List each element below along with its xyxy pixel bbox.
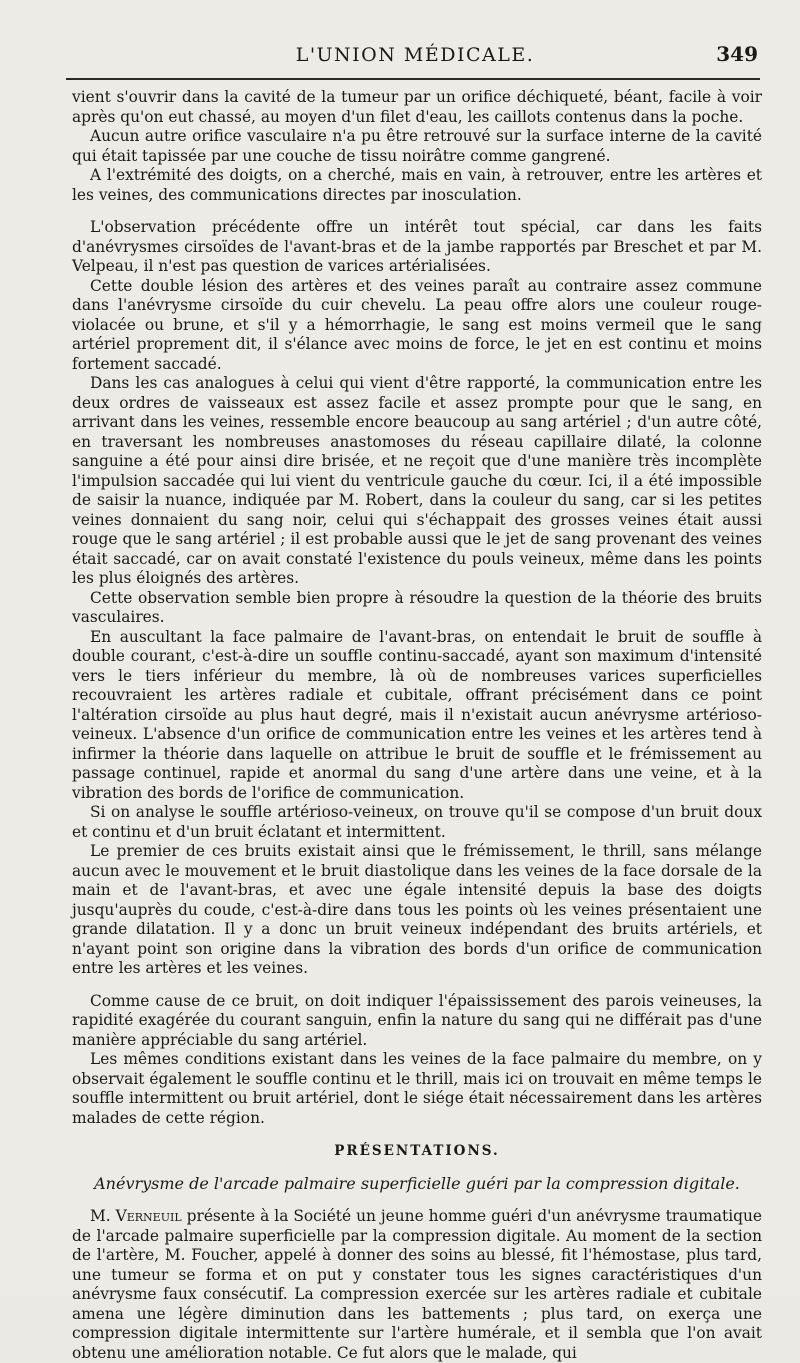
journal-title: L'UNION MÉDICALE. [295, 44, 535, 66]
section-paragraph [72, 1207, 762, 1363]
page-number: 349 [716, 42, 758, 66]
section-subtitle: Anévrysme de l'arcade palmaire superficielle guéri par la compression digitale. [94, 1173, 740, 1193]
paragraph: Les mêmes conditions existant dans les veines de la face palmaire du membre, on y observait également le souffle continu et le thrill, mais ici on trouvait en même temps le souffle intermittent ou bruit artériel, dont le siége était nécessairement dans les artères malades de cette région. [72, 1050, 762, 1127]
paragraph: A l'extrémité des doigts, on a cherché, mais en vain, à retrouver, entre les artères et les veines, des communications directes par inosculation. [72, 166, 762, 204]
paragraph: En auscultant la face palmaire de l'avant-bras, on entendait le bruit de souffle à double courant, c'est-à-dire un souffle continu-saccadé, ayant son maximum d'intensité vers le tiers inférieur du membre, là où de nombreuses varices superficielles recouvraient les artères radiale et cubitale, offrant précisément dans ce point l'altération cirsoïde au plus haut degré, mais il n'existait aucun anévrysme artérioso-veineux. L'absence d'un orifice de communication entre les veines et les artères tend à infirmer la théorie dans laquelle on attribue le bruit de souffle et le frémissement au passage continuel, rapide et anormal du sang d'une artère dans une veine, et à la vibration des bords de l'orifice de communication. [72, 627, 762, 802]
paragraph: L'observation précédente offre un intérêt tout spécial, car dans les faits d'anévrysmes cirsoïdes de l'avant-bras et de la jambe rapportés par Breschet et par M. Velpeau, il n'est pas question de varices artérialisées. [72, 218, 762, 275]
paragraph: Cette observation semble bien propre à résoudre la question de la théorie des bruits vasculaires. [72, 588, 762, 626]
section-heading: PRÉSENTATIONS. [334, 1143, 500, 1159]
paragraph: Le premier de ces bruits existait ainsi que le frémissement, le thrill, sans mélange aucun avec le mouvement et le bruit diastolique dans les veines de la face dorsale de la main et de l'avant-bras, et avec une égale intensité depuis la base des doigts jusqu'auprès du coude, c'est-à-dire dans tous les points où les veines présentaient une grande dilatation. Il y a donc un bruit veineux indépendant des bruits artériels, et n'ayant point son origine dans la vibration des bords d'un orifice de communication entre les artères et les veines. [72, 842, 762, 977]
header-rule [66, 78, 760, 80]
section-text: présente à la Société un jeune homme guéri d'un anévrysme traumatique de l'arcade palmaire superficielle par la compression digitale. Au moment de la section de l'artère, M. Foucher, appelé à donner des soins au blessé, fit l'hémostase, plus tard, une tumeur se forma et on put y constater tous les signes caractéristiques d'un anévrysme faux consécutif. La compression exercée sur les artères radiale et cubitale amena une légère diminution dans les battements ; plus tard, on exerça une compression digitale intermittente sur l'artère humérale, et il sembla que l'on avait obtenu une amélioration notable. Ce fut alors que le malade, qui [72, 1207, 763, 1362]
paragraph: Dans les cas analogues à celui qui vient d'être rapporté, la communication entre les deux ordres de vaisseaux est assez facile et assez prompte pour que le sang, en arrivant dans les veines, ressemble encore beaucoup au sang artériel ; d'un autre côté, en traversant les nombreuses anastomoses du réseau capillaire dilaté, la colonne sanguine a été pour ainsi dire brisée, et ne reçoit que d'une manière très incomplète l'impulsion saccadée qui lui vient du ventricule gauche du cœur. Ici, il a été impossible de saisir la nuance, indiquée par M. Robert, dans la couleur du sang, car si les petites veines donnaient du sang noir, celui qui s'échappait des grosses veines était aussi rouge que le sang artériel ; il est probable aussi que le jet de sang provenant des veines était saccadé, car on avait constaté l'existence du pouls veineux, même dans les points les plus éloignés des artères. [72, 374, 762, 587]
article-body [72, 88, 762, 1363]
paragraph: Aucun autre orifice vasculaire n'a pu être retrouvé sur la surface interne de la cavité qui était tapissée par une couche de tissu noirâtre comme gangrené. [72, 127, 762, 165]
running-header [70, 38, 760, 72]
paragraph: vient s'ouvrir dans la cavité de la tumeur par un orifice déchiqueté, béant, facile à voir après qu'on eut chassé, au moyen d'un filet d'eau, les caillots contenus dans la poche. [72, 88, 762, 126]
paragraph: Comme cause de ce bruit, on doit indiquer l'épaississement des parois veineuses, la rapidité exagérée du courant sanguin, enfin la nature du sang qui ne différait pas d'une manière appréciable du sang artériel. [72, 991, 762, 1049]
paragraph: Si on analyse le souffle artérioso-veineux, on trouve qu'il se compose d'un bruit doux et continu et d'un bruit éclatant et intermittent. [72, 803, 762, 841]
author-name: M. Verneuil [90, 1207, 182, 1225]
paragraph: Cette double lésion des artères et des veines paraît au contraire assez commune dans l'anévrysme cirsoïde du cuir chevelu. La peau offre alors une couleur rouge-violacée ou brune, et s'il y a hémorrhagie, le sang est moins vermeil que le sang artériel proprement dit, il s'élance avec moins de force, le jet en est continu et moins fortement saccadé. [72, 276, 762, 373]
